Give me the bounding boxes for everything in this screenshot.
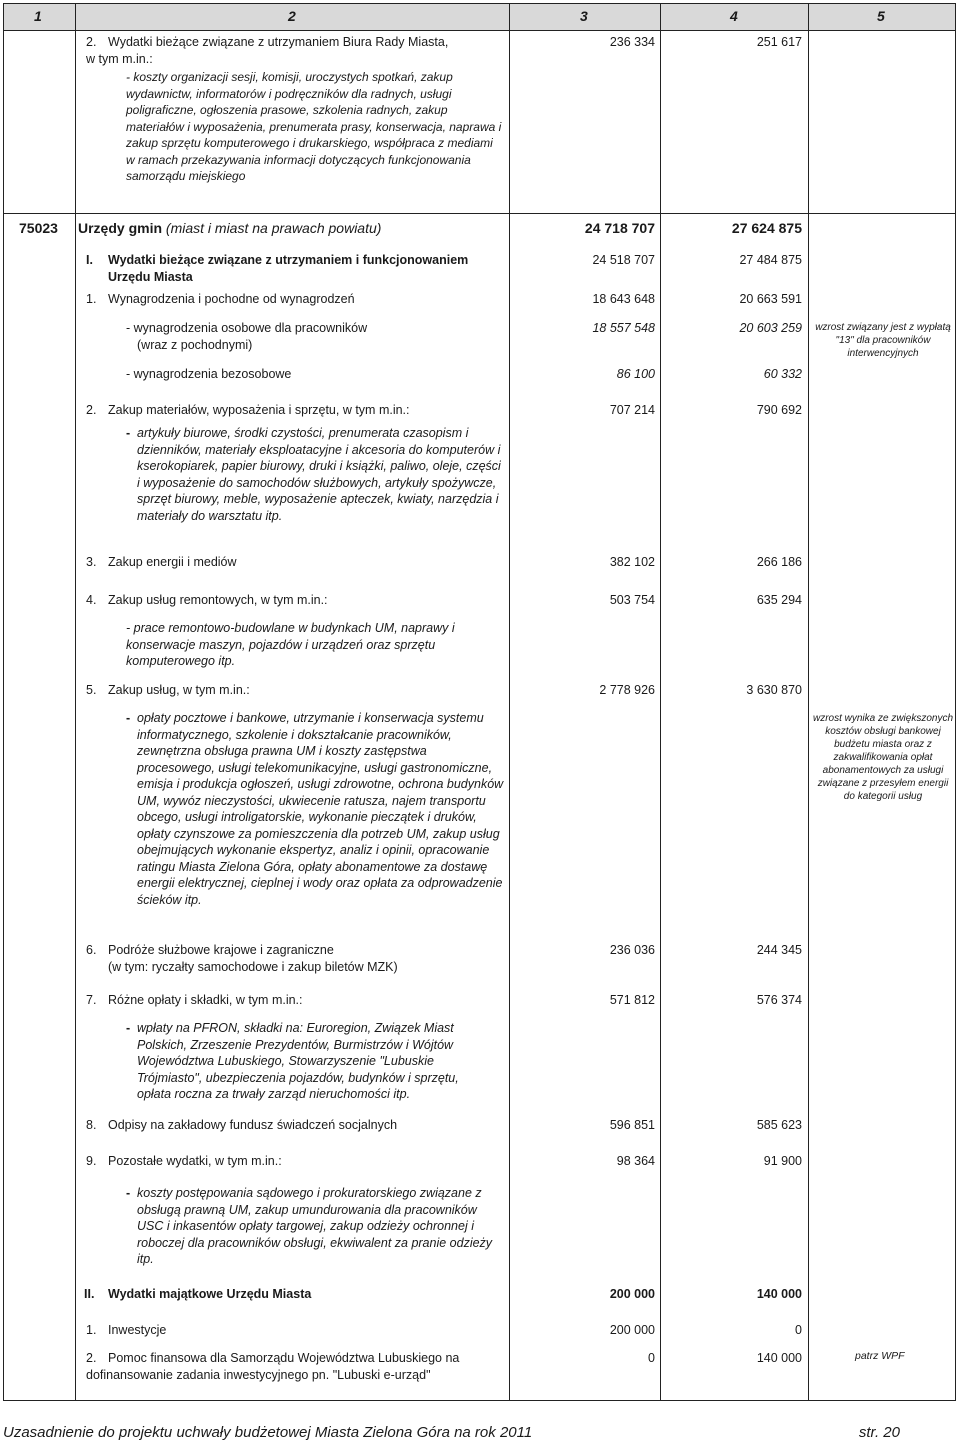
section-title bbox=[78, 220, 381, 237]
value-2011: 20 663 591 bbox=[739, 292, 802, 306]
value-2011: 585 623 bbox=[756, 1118, 802, 1132]
subsection-title: Wydatki bieżące związane z utrzymaniem i funkcjonowaniem bbox=[108, 253, 469, 267]
value-2011: 3 630 870 bbox=[746, 683, 802, 697]
divider bbox=[3, 213, 956, 214]
value-2011: 576 374 bbox=[756, 993, 802, 1007]
value-2011: 0 bbox=[795, 1323, 802, 1337]
item-title: Wydatki bieżące związane z utrzymaniem Biura Rady Miasta, bbox=[108, 35, 449, 49]
item-label: - wynagrodzenia osobowe dla pracowników bbox=[126, 321, 368, 335]
item-number: 2. bbox=[86, 1351, 97, 1365]
subsection-value-2010: 24 518 707 bbox=[592, 253, 655, 267]
value-2010: 236 036 bbox=[609, 943, 655, 957]
value-2011: 266 186 bbox=[756, 555, 802, 569]
value-2010: 707 214 bbox=[609, 403, 655, 417]
section-title-bold: Urzędy gmin bbox=[78, 220, 163, 236]
item-label: Pozostałe wydatki, w tym m.in.: bbox=[108, 1154, 282, 1168]
value-2010: 18 557 548 bbox=[592, 321, 655, 335]
subsection-number: II. bbox=[84, 1287, 95, 1301]
subsection-title: Wydatki majątkowe Urzędu Miasta bbox=[108, 1287, 312, 1301]
item-label: Zakup materiałów, wyposażenia i sprzętu, w tym m.in.: bbox=[108, 403, 410, 417]
value-2011: 635 294 bbox=[756, 593, 802, 607]
column-header-4: 4 bbox=[730, 8, 738, 24]
subsection-number: I. bbox=[86, 253, 93, 267]
item-description: koszty postępowania sądowego i prokuratorskiego związane z obsługą prawną UM, zakup umundurowania dla pracowników USC i inkasentów opłaty targowej, zakup odzieży ochronnej i roboczej dla pracowników obsługi, ekwiwalent za pranie odzieży itp. bbox=[137, 1186, 493, 1266]
value-2010: 596 851 bbox=[609, 1118, 655, 1132]
value-2010: 86 100 bbox=[616, 367, 655, 381]
subsection-title-cont: Urzędu Miasta bbox=[108, 270, 193, 284]
value-2011: 140 000 bbox=[756, 1351, 802, 1365]
item-label: Odpisy na zakładowy fundusz świadczeń socjalnych bbox=[108, 1118, 398, 1132]
value-2010: 18 643 648 bbox=[592, 292, 655, 306]
item-number: 6. bbox=[86, 943, 97, 957]
item-label: Zakup usług, w tym m.in.: bbox=[108, 683, 250, 697]
item-number: 9. bbox=[86, 1154, 97, 1168]
footer-document-title: Uzasadnienie do projektu uchwały budżetowej Miasta Zielona Góra na rok 2011 bbox=[3, 1424, 533, 1441]
value-2010: 503 754 bbox=[609, 593, 655, 607]
value-2010: 2 778 926 bbox=[599, 683, 655, 697]
footer-page-number: str. 20 bbox=[858, 1424, 900, 1441]
section-value-2010: 24 718 707 bbox=[584, 220, 655, 236]
value-2010: 0 bbox=[648, 1351, 655, 1365]
section-code: 75023 bbox=[19, 220, 58, 236]
item-label: Zakup usług remontowych, w tym m.in.: bbox=[108, 593, 328, 607]
column-header-3: 3 bbox=[580, 8, 588, 24]
remark-note: patrz WPF bbox=[855, 1350, 905, 1362]
column-header-band bbox=[3, 3, 956, 31]
column-header-2: 2 bbox=[288, 8, 296, 24]
section-value-2011: 27 624 875 bbox=[731, 220, 802, 236]
value-2011: 251 617 bbox=[756, 35, 802, 49]
item-label: Różne opłaty i składki, w tym m.in.: bbox=[108, 993, 303, 1007]
value-2010: 200 000 bbox=[609, 1323, 655, 1337]
column-header-1: 1 bbox=[34, 8, 42, 24]
item-label: Pomoc finansowa dla Samorządu Województwa Lubuskiego na bbox=[108, 1351, 460, 1365]
item-number: 4. bbox=[86, 593, 97, 607]
bullet-dash: - bbox=[126, 1186, 131, 1200]
item-description: - prace remontowo-budowlane w budynkach UM, naprawy i konserwacje maszyn, pojazdów i urządzeń oraz sprzętu komputerowego itp. bbox=[126, 621, 455, 668]
item-number: 7. bbox=[86, 993, 97, 1007]
column-header-5: 5 bbox=[877, 8, 885, 24]
subsection-value-2010: 200 000 bbox=[609, 1287, 655, 1301]
item-description: wpłaty na PFRON, składki na: Euroregion, Związek Miast Polskich, Zrzeszenie Prezydentów, Burmistrzów i Wójtów Województwa Lubuskiego, Stowarzyszenie "Lubuskie Trójmiasto", ubezpieczenia pojazdów, budynków i sprzętu, opłata roczna za trwały zarząd nieruchomości itp. bbox=[137, 1021, 459, 1101]
subsection-value-2011: 140 000 bbox=[756, 1287, 802, 1301]
bullet-dash: - bbox=[126, 711, 131, 725]
value-2010: 98 364 bbox=[616, 1154, 655, 1168]
bullet-dash: - bbox=[126, 1021, 131, 1035]
section-title-italic: (miast i miast na prawach powiatu) bbox=[165, 220, 382, 236]
remark-note: wzrost związany jest z wypłatą "13" dla pracowników interwencyjnych bbox=[815, 322, 951, 359]
item-number: 8. bbox=[86, 1118, 97, 1132]
value-2011: 20 603 259 bbox=[739, 321, 802, 335]
item-label: Zakup energii i mediów bbox=[108, 555, 237, 569]
bullet-dash: - bbox=[126, 426, 131, 440]
value-2011: 244 345 bbox=[756, 943, 802, 957]
item-number: 5. bbox=[86, 683, 97, 697]
value-2011: 790 692 bbox=[756, 403, 802, 417]
item-number: 3. bbox=[86, 555, 97, 569]
item-number: 1. bbox=[86, 1323, 97, 1337]
item-description: - koszty organizacji sesji, komisji, uroczystych spotkań, zakup wydawnictw, informatorów i podręczników dla radnych, usługi poligraficzne, ogłoszenia prasowe, szkolenia radnych, zakup materiałów i wyposażenia, prenumerata prasy, konserwacja, naprawa i zakup sprzętu komputerowego i drukarskiego, współpraca z mediami w ramach przekazywania informacji dotyczących funkcjonowania samorządu miejskiego bbox=[126, 70, 502, 183]
item-number: 2. bbox=[86, 403, 97, 417]
item-label: - wynagrodzenia bezosobowe bbox=[126, 367, 292, 381]
item-number: 1. bbox=[86, 292, 97, 306]
item-label-cont: dofinansowanie zadania inwestycyjnego pn. "Lubuski e-urząd" bbox=[86, 1368, 431, 1382]
item-label-cont: (wraz z pochodnymi) bbox=[137, 338, 253, 352]
value-2010: 571 812 bbox=[609, 993, 655, 1007]
item-label: Podróże służbowe krajowe i zagraniczne bbox=[108, 943, 334, 957]
item-label: Inwestycje bbox=[108, 1323, 167, 1337]
value-2010: 382 102 bbox=[609, 555, 655, 569]
item-number: 2. bbox=[86, 35, 97, 49]
value-2011: 91 900 bbox=[763, 1154, 802, 1168]
item-label-cont: (w tym: ryczałty samochodowe i zakup biletów MZK) bbox=[108, 960, 398, 974]
remark-note: wzrost wynika ze zwiększonych kosztów obsługi bankowej budżetu miasta oraz z zakwalifikowania opłat abonamentowych za usługi związane z przesyłem energii do kategorii usług bbox=[812, 713, 954, 802]
item-label: Wynagrodzenia i pochodne od wynagrodzeń bbox=[108, 292, 355, 306]
value-2011: 60 332 bbox=[763, 367, 802, 381]
subsection-value-2011: 27 484 875 bbox=[739, 253, 802, 267]
item-title-cont: w tym m.in.: bbox=[86, 52, 153, 66]
value-2010: 236 334 bbox=[609, 35, 655, 49]
item-description: artykuły biurowe, środki czystości, prenumerata czasopism i dzienników, materiały eksploatacyjne i akcesoria do komputerów i kserokopiarek, papier biurowy, druki i książki, paliwo, oleje, części i wyposażenie do samochodów służbowych, artykuły spożywcze, sprzęt biurowy, meble, wyposażenie apteczek, kwiaty, narzędzia i materiały do warsztatu itp. bbox=[137, 426, 501, 523]
item-description: opłaty pocztowe i bankowe, utrzymanie i konserwacja systemu informatycznego, szkolenie i dokształcanie pracowników, zewnętrzna obsługa prawna UM i koszty zastępstwa procesowego, usługi telekomunikacyjne, usługi gastronomiczne, emisja i produkcja ogłoszeń, usługi zdrowotne, ochrona budynków UM, wywóz nieczystości, ukwiecenie ratusza, najem transportu obcego, usługi introligatorskie, wykonanie pieczątek i druków, opłaty czynszowe za pomieszczenia dla potrzeb UM, zakup usług obejmujących wykonanie ekspertyz, analiz i opinii, opracowanie ratingu Miasta Zielona Góra, opłaty abonamentowe za dostawę energii elektrycznej, cieplnej i wody oraz opłata za odprowadzenie ścieków itp. bbox=[137, 711, 504, 907]
